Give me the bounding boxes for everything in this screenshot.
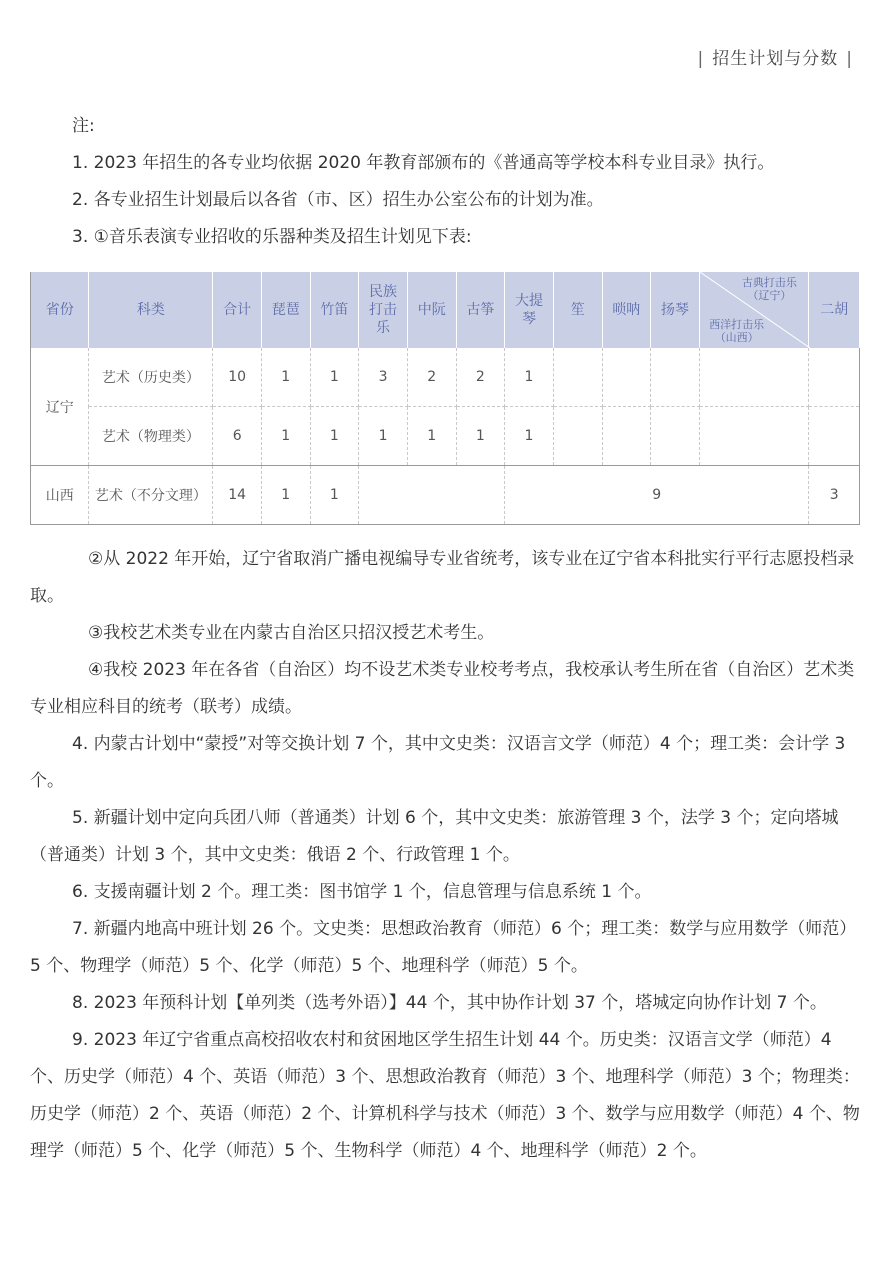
col-suona: 唢呐 [602,272,651,348]
cell-guzheng: 2 [456,348,505,407]
col-pipa: 琵琶 [261,272,310,348]
cell-total: 6 [213,407,262,466]
table-header-row [31,272,860,348]
cell-percussion [699,348,809,407]
cell-zhongruan [407,466,456,525]
cell-guzheng: 1 [456,407,505,466]
cell-yangqin [651,348,700,407]
col-zhudi: 竹笛 [310,272,359,348]
table-row [31,407,860,466]
cell-category: 艺术（物理类） [89,407,213,466]
cell-percussion [699,407,809,466]
cell-yangqin [651,407,700,466]
cell-pipa: 1 [261,466,310,525]
note-8: 8. 2023 年预科计划【单列类（选考外语）】44 个，其中协作计划 37 个，塔城定向协作计划 7 个。 [72,993,827,1013]
col-province: 省份 [31,272,89,348]
cell-zhudi: 1 [310,407,359,466]
cell-pipa: 1 [261,407,310,466]
cell-erhu: 3 [809,466,860,525]
note-1: 1. 2023 年招生的各专业均依据 2020 年教育部颁布的《普通高等学校本科专业目录》执行。 [72,153,775,173]
note-6: 6. 支援南疆计划 2 个。理工类：图书馆学 1 个，信息管理与信息系统 1 个。 [72,882,652,902]
cell-erhu [809,348,860,407]
header-divider-left: | [697,49,705,69]
col-total: 合计 [213,272,262,348]
col-minzu-label: 民族打击乐 [369,284,398,336]
header-divider-right: | [846,49,853,69]
diag-bottom-label: 西洋打击乐（山西） [709,318,765,344]
note-3-4: ④我校 2023 年在各省（自治区）均不设艺术类专业校考考点，我校承认考生所在省（自治区）艺术类专业相应科目的统考（联考）成绩。 [30,660,855,717]
cell-minzu: 1 [359,407,408,466]
col-datiqin [505,272,554,348]
col-yangqin: 扬琴 [651,272,700,348]
cell-zhongruan: 1 [407,407,456,466]
province-shanxi: 山西 [31,466,89,525]
col-guzheng: 古筝 [456,272,505,348]
table-row [31,466,860,525]
cell-datiqin: 1 [505,348,554,407]
cell-sheng [553,407,602,466]
note-7: 7. 新疆内地高中班计划 26 个。文史类：思想政治教育（师范）6 个；理工类：数学与应用数学（师范）5 个、物理学（师范）5 个、化学（师范）5 个、地理科学（师范）5 个。 [30,919,857,976]
cell-minzu [359,466,408,525]
table-row [31,348,860,407]
col-category: 科类 [89,272,213,348]
header-title: 招生计划与分数 [712,49,839,69]
note-3-3: ③我校艺术类专业在内蒙古自治区只招汉授艺术考生。 [88,623,495,643]
col-zhongruan: 中阮 [407,272,456,348]
cell-total: 10 [213,348,262,407]
cell-pipa: 1 [261,348,310,407]
note-4: 4. 内蒙古计划中“蒙授”对等交换计划 7 个，其中文史类：汉语言文学（师范）4 个；理工类：会计学 3 个。 [30,734,846,791]
page-header [690,44,861,69]
note-2: 2. 各专业招生计划最后以各省（市、区）招生办公室公布的计划为准。 [72,190,604,210]
col-percussion-diagonal [699,272,809,348]
instrument-plan-table [30,272,860,525]
diag-top-label: 古典打击乐（辽宁） [741,276,797,302]
cell-total: 14 [213,466,262,525]
col-erhu: 二胡 [809,272,860,348]
cell-category: 艺术（不分文理） [89,466,213,525]
note-9: 9. 2023 年辽宁省重点高校招收农村和贫困地区学生招生计划 44 个。历史类：汉语言文学（师范）4 个、历史学（师范）4 个、英语（师范）3 个、思想政治教育（师范）3 个、地理科学（师范）3 个；物理类：历史学（师范）2 个、英语（师范）2 个、计算机科学与技术（师范）3 个、数学与应用数学（师范）4 个、物理学（师范）5 个、化学（师范）5 个、生物科学（师范）4 个、地理科学（师范）2 个。 [30,1030,860,1161]
note-5: 5. 新疆计划中定向兵团八师（普通类）计划 6 个，其中文史类：旅游管理 3 个，法学 3 个；定向塔城（普通类）计划 3 个，其中文史类：俄语 2 个、行政管理 1 个。 [30,808,839,865]
main-content [30,108,860,1170]
note-3-2: ②从 2022 年开始，辽宁省取消广播电视编导专业省统考，该专业在辽宁省本科批实行平行志愿投档录取。 [30,549,855,606]
col-minzu [359,272,408,348]
cell-category: 艺术（历史类） [89,348,213,407]
cell-erhu [809,407,860,466]
cell-zhudi: 1 [310,466,359,525]
cell-merged-percussion: 9 [505,466,809,525]
cell-zhongruan: 2 [407,348,456,407]
notes-label: 注: [72,116,95,136]
cell-suona [602,407,651,466]
cell-sheng [553,348,602,407]
cell-zhudi: 1 [310,348,359,407]
cell-datiqin: 1 [505,407,554,466]
cell-minzu: 3 [359,348,408,407]
province-liaoning: 辽宁 [31,348,89,466]
col-datiqin-label: 大提琴 [515,293,544,327]
cell-guzheng [456,466,505,525]
note-3: 3. ①音乐表演专业招收的乐器种类及招生计划见下表: [72,227,472,247]
cell-suona [602,348,651,407]
col-sheng: 笙 [553,272,602,348]
